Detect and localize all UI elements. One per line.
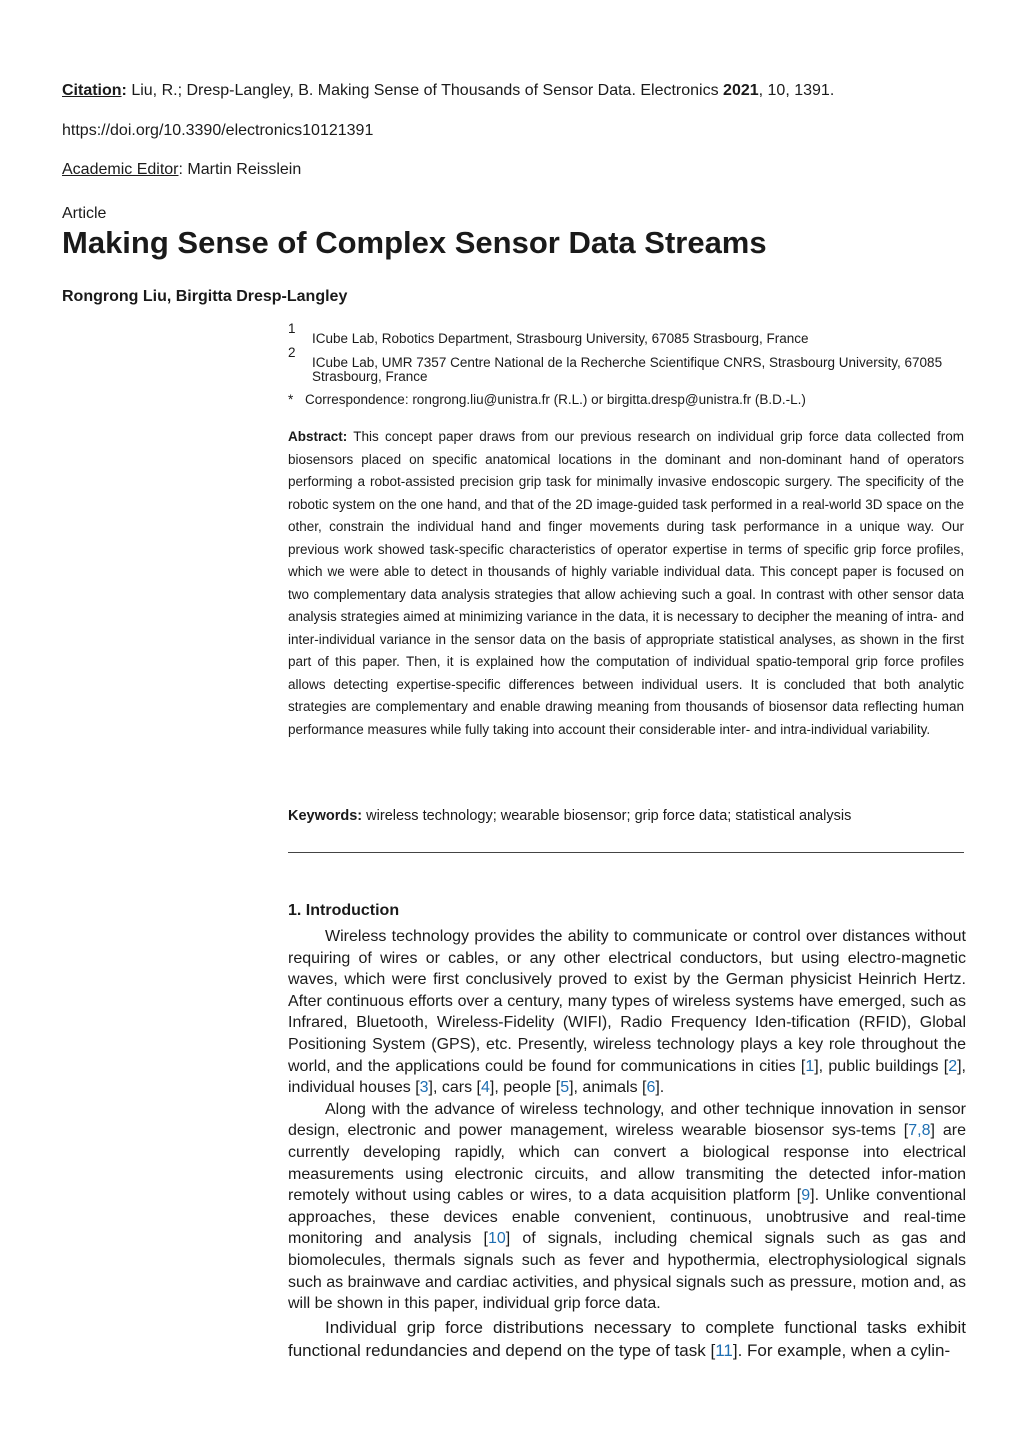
citation-authors: Liu, R.; Dresp-Langley, B. Making Sense of Thousands of Sensor Data. Electronics bbox=[131, 82, 719, 99]
citation-ref-11[interactable]: 11 bbox=[715, 1340, 733, 1360]
paragraph-3 bbox=[288, 1316, 966, 1362]
affiliation-text: ICube Lab, Robotics Department, Strasbourg University, 67085 Strasbourg, France bbox=[312, 331, 809, 346]
citation-label: Citation bbox=[62, 82, 122, 99]
citation-separator: , bbox=[917, 1122, 922, 1140]
paragraph-text: Individual grip force distributions necessary to complete functional tasks exhibit functional redundancies and depend on the type of task [ bbox=[288, 1317, 966, 1360]
paragraph-text: ]. For example, when a cylin- bbox=[732, 1340, 951, 1360]
keywords bbox=[288, 805, 964, 827]
citation bbox=[62, 80, 834, 102]
introduction-body bbox=[288, 926, 966, 1362]
citation-year: 2021 bbox=[723, 82, 759, 99]
keywords-text: wireless technology; wearable biosensor; grip force data; statistical analysis bbox=[366, 808, 852, 824]
abstract-text: This concept paper draws from our previous research on individual grip force data collected from biosensors placed on specific anatomical locations in the dominant and non-dominant hand of operators performing a robot-assisted precision grip task for minimally invasive endoscopic surgery. The specificity of the robotic system on the one hand, and that of the 2D image-guided task performed in a real-world 3D space on the other, constrain the individual hand and finger movements during task performance in a unique way. Our previous work showed task-specific characteristics of operator expertise in terms of specific grip force profiles, which we were able to detect in thousands of highly variable individual data. This concept paper is focused on two complementary data analysis strategies that allow achieving such a goal. In contrast with other sensor data analysis strategies aimed at minimizing variance in the data, it is necessary to decipher the meaning of intra- and inter-individual variance in the sensor data on the basis of appropriate statistical analyses, as shown in the first part of this paper. Then, it is explained how the computation of individual spatio-temporal grip force profiles allows detecting expertise-specific differences between individual users. It is concluded that both analytic strategies are complementary and enable drawing meaning from thousands of biosensor data reflecting human performance measures while fully taking into account their considerable inter- and intra-individual variability. bbox=[288, 429, 965, 737]
citation-ref-6[interactable]: 6 bbox=[646, 1079, 656, 1097]
paper-title: Making Sense of Complex Sensor Data Streams bbox=[62, 225, 767, 260]
doi-link[interactable]: https://doi.org/10.3390/electronics10121391 bbox=[62, 122, 374, 139]
citation-ref-1[interactable]: 1 bbox=[805, 1057, 815, 1075]
affiliation-1 bbox=[288, 321, 968, 347]
paragraph-text: ], public buildings [ bbox=[814, 1057, 949, 1075]
paragraph-text: ], individual houses [ bbox=[288, 1057, 966, 1097]
editor-colon: : bbox=[178, 161, 183, 178]
paragraph-text: ] are currently developing rapidly, which can convert a biological response into electrical measurements using electronic circuits, and allow transmiting the detected infor-mation remotely without using cables or wires, to a data acquisition platform [ bbox=[288, 1122, 966, 1205]
abstract-label: Abstract: bbox=[288, 429, 348, 444]
paragraph-text: ] of signals, including chemical signals such as gas and biomolecules, thermals signals such as fever and hypothermia, electrophysiological signals such as brainwave and cardiac activities, and physical signals such as pressure, motion and, as will be shown in this paper, individual grip force data. bbox=[288, 1230, 967, 1313]
editor-name: Martin Reisslein bbox=[187, 161, 302, 178]
article-type: Article bbox=[62, 205, 107, 222]
citation-ref-2[interactable]: 2 bbox=[948, 1057, 958, 1075]
paragraph-text: ], people [ bbox=[489, 1079, 561, 1097]
affiliations bbox=[288, 322, 968, 407]
affiliation-number: 2 bbox=[288, 344, 296, 360]
keywords-label: Keywords: bbox=[288, 808, 363, 824]
abstract bbox=[288, 426, 964, 741]
citation-colon: : bbox=[121, 82, 127, 99]
affiliation-text: ICube Lab, UMR 7357 Centre National de la Recherche Scientifique CNRS, Strasbourg University, 67085 Strasbourg, France bbox=[312, 354, 943, 384]
paragraph-text: Along with the advance of wireless technology, and other technique innovation in sensor design, electronic and power management, wireless wearable biosensor sys-tems [ bbox=[288, 1100, 966, 1140]
paragraph-text: ]. Unlike conventional approaches, these devices enable convenient, continuous, unobtrusive and real-time monitoring and analysis [ bbox=[288, 1187, 966, 1248]
correspondence bbox=[288, 393, 968, 408]
paragraph-text: ]. bbox=[655, 1079, 665, 1097]
paragraph-text: ], cars [ bbox=[428, 1079, 481, 1097]
citation-ref-10[interactable]: 10 bbox=[487, 1230, 506, 1248]
paragraph-text: ], animals [ bbox=[569, 1079, 647, 1097]
citation-ref-4[interactable]: 4 bbox=[481, 1079, 490, 1097]
editor-label: Academic Editor bbox=[62, 161, 179, 178]
academic-editor bbox=[62, 159, 301, 181]
paragraph-text: Wireless technology provides the ability to communicate or control over distances without requiring of wires or cables, or any other electrical conductors, but using electro-magnetic waves, which were first conclusively proved to exist by the German physicist Heinrich Hertz. After continuous efforts over a century, many types of wireless systems have emerged, such as Infrared, Bluetooth, Wireless-Fidelity (WIFI), Radio Frequency Iden-tification (RFID), Global Positioning System (GPS), etc. Presently, wireless technology plays a key role throughout the world, and the applications could be found for communications in cities [ bbox=[288, 928, 966, 1075]
citation-ref-7[interactable]: 7 bbox=[908, 1122, 918, 1140]
citation-ref-9[interactable]: 9 bbox=[801, 1187, 811, 1205]
citation-ref-3[interactable]: 3 bbox=[419, 1079, 429, 1097]
section-divider bbox=[288, 852, 964, 853]
citation-ref-8[interactable]: 8 bbox=[921, 1122, 931, 1140]
correspondence-text: Correspondence: rongrong.liu@unistra.fr (R.L.) or birgitta.dresp@unistra.fr (B.D.-L.) bbox=[305, 391, 806, 407]
author-list: Rongrong Liu, Birgitta Dresp-Langley bbox=[62, 288, 348, 305]
affiliation-2 bbox=[288, 344, 968, 385]
section-heading: 1. Introduction bbox=[288, 902, 400, 919]
citation-ref-5[interactable]: 5 bbox=[560, 1079, 570, 1097]
citation-rest: , 10, 1391. bbox=[758, 82, 835, 99]
affiliation-number: 1 bbox=[288, 321, 296, 336]
paragraph-1 bbox=[288, 926, 966, 1099]
correspondence-star: * bbox=[288, 391, 294, 407]
paragraph-2 bbox=[288, 1099, 966, 1315]
